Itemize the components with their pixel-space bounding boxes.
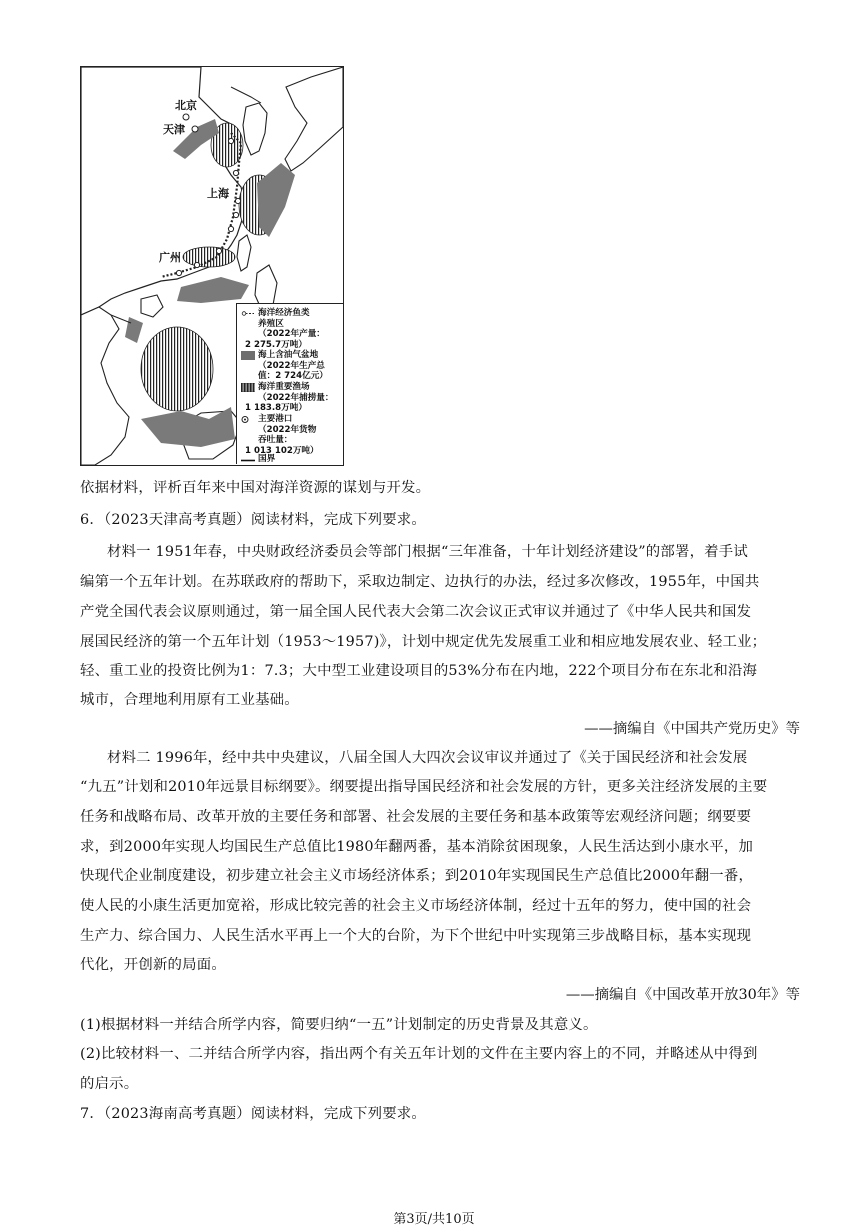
- question-7-heading: 7．（2023海南高考真题）阅读材料，完成下列要求。: [80, 1106, 426, 1122]
- material-2-line-7: 生产力、综合国力、人民生活水平再上一个大的台阶，为下个世纪中叶实现第三步战略目标，基本实现现: [80, 928, 752, 944]
- material-2-line-6: 使人民的小康生活更加宽裕，形成比较完善的社会主义市场经济体制，经过十五年的努力，使中国的社会: [80, 898, 752, 914]
- material-2-line-3: 任务和战略布局、改革开放的主要任务和部署、社会发展的主要任务和基本政策等宏观经济问题；纲要要: [80, 809, 752, 825]
- material-1-line-5: 轻、重工业的投资比例为1：7.3；大中型工业建设项目的53%分布在内地，222个项目分布在东北和沿海: [80, 663, 758, 679]
- material-2-source: ——摘编自《中国改革开放30年》等: [565, 987, 800, 1003]
- fishing-ground-symbol-icon: [241, 383, 255, 392]
- fishing-ground-south-sea: [141, 327, 213, 411]
- material-1-line-1: 材料一 1951年春，中央财政经济委员会等部门根据“三年准备，十年计划经济建设”的部署，着手试: [107, 544, 748, 560]
- question-6-heading: 6．（2023天津高考真题）阅读材料，完成下列要求。: [80, 512, 426, 528]
- marine-resources-map: [80, 66, 344, 466]
- port-symbol-icon: [241, 415, 255, 424]
- fish-farm-symbol-icon: [241, 309, 255, 318]
- map-legend: 海洋经济鱼类 养殖区 （2022年产量： 2 275.7万吨） 海上含油气盆地 （2022年生产总 值：2 724亿元） 海洋重要渔场 （2022年捕捞量： 1 183.8万吨） 主要港口 （2022年货物 吞吐量： 1 013 102万吨） 国界: [236, 303, 343, 464]
- material-2-line-8: 代化，开创新的局面。: [80, 957, 226, 973]
- city-beijing: 北京: [175, 99, 197, 112]
- sub-question-2-line-1: (2)比较材料一、二并结合所学内容，指出两个有关五年计划的文件在主要内容上的不同，并略述从中得到: [80, 1046, 758, 1062]
- material-1-source: ——摘编自《中国共产党历史》等: [584, 721, 800, 737]
- city-shanghai: 上海: [207, 187, 229, 200]
- oil-gas-basin-symbol-icon: [241, 351, 255, 360]
- material-1-line-2: 编第一个五年计划。在苏联政府的帮助下，采取边制定、边执行的办法，经过多次修改，1955年，中国共: [80, 574, 760, 590]
- material-2-line-1: 材料二 1996年，经中共中央建议，八届全国人大四次会议审议并通过了《关于国民经济和社会发展: [107, 750, 748, 766]
- fishing-ground-south-coast: [183, 247, 235, 267]
- city-tianjin: 天津: [163, 123, 185, 136]
- material-2-line-5: 快现代企业制度建设，初步建立社会主义市场经济体系；到2010年实现国民生产总值比2000年翻一番，: [80, 868, 754, 884]
- material-1-line-4: 展国民经济的第一个五年计划（1953～1957)》，计划中规定优先发展重工业和相应地发展农业、轻工业；: [80, 634, 767, 650]
- material-1-line-6: 城市，合理地利用原有工业基础。: [80, 692, 299, 708]
- sub-question-2-line-2: 的启示。: [80, 1076, 139, 1092]
- material-2-line-2: “九五”计划和2010年远景目标纲要》。纲要提出指导国民经济和社会发展的方针，更多关注经济发展的主要: [80, 779, 768, 795]
- border-line-icon: [241, 456, 255, 465]
- page-footer: 第3页/共10页: [393, 1212, 475, 1227]
- sub-question-1: (1)根据材料一并结合所学内容，简要归纳“一五”计划制定的历史背景及其意义。: [80, 1017, 598, 1033]
- material-2-line-4: 求，到2000年实现人均国民生产总值比1980年翻两番，基本消除贫困现象，人民生活达到小康水平，加: [80, 839, 754, 855]
- material-1-line-3: 产党全国代表会议原则通过，第一届全国人民代表大会第二次会议正式审议并通过了《中华人民共和国发: [80, 604, 752, 620]
- city-guangzhou: 广州: [159, 251, 181, 264]
- question-prompt-line: 依据材料，评析百年来中国对海洋资源的谋划与开发。: [80, 480, 431, 496]
